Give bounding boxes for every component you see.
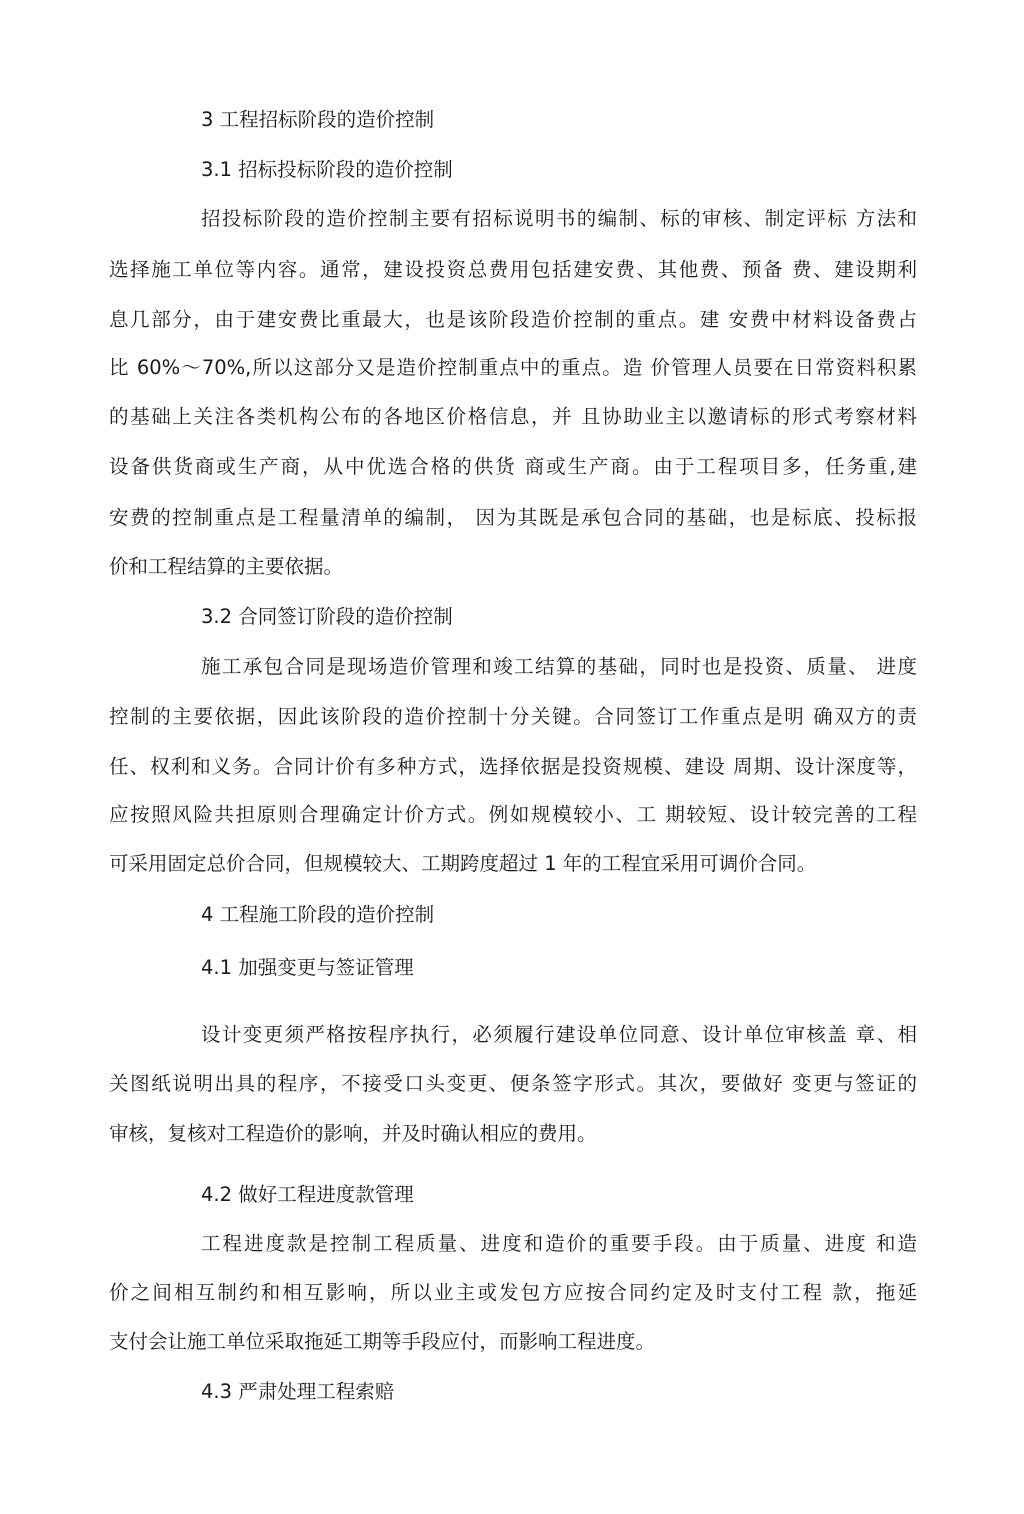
paragraph-line: 支付会让施工单位采取拖延工期等手段应付，而影响工程进度。 [109,1330,656,1353]
paragraph-line: 的基础上关注各类机构公布的各地区价格信息，并 且协助业主以邀请标的形式考察材料 [109,405,917,428]
paragraph-line: 息几部分，由于建安费比重最大，也是该阶段造价控制的重点。建 安费中材料设备费占 [109,308,917,331]
paragraph-line: 关图纸说明出具的程序，不接受口头变更、便条签字形式。其次，要做好 变更与签证的 [109,1072,917,1095]
paragraph-line: 控制的主要依据，因此该阶段的造价控制十分关键。合同签订工作重点是明 确双方的责 [109,705,917,728]
paragraph-line: 招投标阶段的造价控制主要有招标说明书的编制、标的审核、制定评标 方法和 [201,207,917,230]
section-3-heading: 3 工程招标阶段的造价控制 [201,108,435,131]
section-3-2-heading: 3.2 合同签订阶段的造价控制 [201,605,453,628]
paragraph-line: 任、权利和义务。合同计价有多种方式，选择依据是投资规模、建设 周期、设计深度等， [109,755,917,778]
paragraph-line: 价之间相互制约和相互影响，所以业主或发包方应按合同约定及时支付工程 款，拖延 [109,1281,917,1304]
section-3-1-heading: 3.1 招标投标阶段的造价控制 [201,158,453,181]
paragraph-line: 工程进度款是控制工程质量、进度和造价的重要手段。由于质量、进度 和造 [201,1232,917,1255]
section-4-2-heading: 4.2 做好工程进度款管理 [201,1183,414,1206]
paragraph-line: 选择施工单位等内容。通常，建设投资总费用包括建安费、其他费、预备 费、建设期利 [109,258,917,281]
paragraph-line: 设计变更须严格按程序执行，必须履行建设单位同意、设计单位审核盖 章、相 [201,1023,917,1046]
section-4-3-heading: 4.3 严肃处理工程索赔 [201,1380,395,1403]
paragraph-line: 价和工程结算的主要依据。 [109,555,344,578]
paragraph-line: 比 60%～70%,所以这部分又是造价控制重点中的重点。造 价管理人员要在日常资料积累 [109,356,917,379]
paragraph-line: 审核，复核对工程造价的影响，并及时确认相应的费用。 [109,1122,597,1145]
paragraph-line: 可采用固定总价合同，但规模较大、工期跨度超过 1 年的工程宜采用可调价合同。 [109,852,817,875]
section-4-heading: 4 工程施工阶段的造价控制 [201,903,435,926]
paragraph-line: 应按照风险共担原则合理确定计价方式。例如规模较小、工 期较短、设计较完善的工程 [109,803,917,826]
paragraph-line: 施工承包合同是现场造价管理和竣工结算的基础，同时也是投资、质量、 进度 [201,655,917,678]
paragraph-line: 设备供货商或生产商，从中优选合格的供货 商或生产商。由于工程项目多，任务重,建 [109,455,917,478]
section-4-1-heading: 4.1 加强变更与签证管理 [201,956,414,979]
paragraph-line: 安费的控制重点是工程量清单的编制， 因为其既是承包合同的基础，也是标底、投标报 [109,506,917,529]
